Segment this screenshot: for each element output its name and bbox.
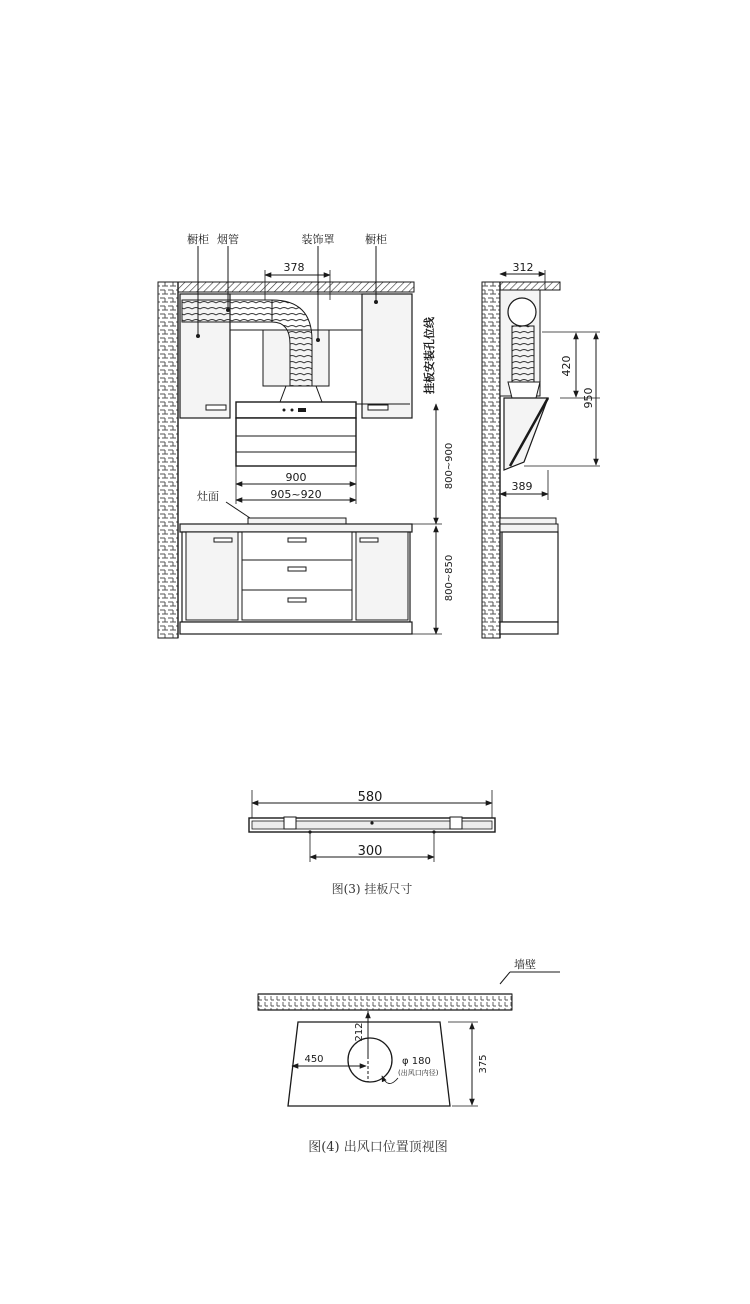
dim-phi-180: φ 180 — [402, 1056, 431, 1067]
dim-950: 950 — [582, 387, 595, 409]
installation-front-view — [158, 232, 455, 638]
mounting-plate-figure — [249, 790, 495, 896]
outlet-top-view-figure — [258, 957, 560, 1155]
dim-800-900: 800~900 — [444, 442, 455, 490]
dim-389: 389 — [511, 480, 533, 493]
dim-375: 375 — [478, 1054, 489, 1074]
dim-212: 212 — [354, 1022, 365, 1042]
range-hood-body — [236, 418, 356, 466]
dim-420: 420 — [560, 355, 573, 377]
caption-figure-3: 图(3) 挂板尺寸 — [331, 882, 413, 896]
air-outlet — [348, 1038, 392, 1082]
label-stove-surface: 灶面 — [197, 490, 219, 503]
dim-312: 312 — [512, 261, 534, 274]
ceiling — [178, 282, 414, 292]
label-pipe: 烟管 — [217, 233, 239, 246]
installation-side-view — [482, 261, 600, 638]
label-cabinet-left: 橱柜 — [187, 233, 209, 246]
wall-left — [158, 282, 178, 638]
range-hood-top — [236, 402, 356, 418]
caption-figure-4: 图(4) 出风口位置顶视图 — [308, 1140, 448, 1155]
dim-300: 300 — [357, 844, 383, 859]
upper-cabinet-right — [362, 294, 412, 418]
label-cabinet-right: 橱柜 — [365, 233, 387, 246]
dim-800-850: 800~850 — [444, 554, 455, 602]
countertop — [180, 524, 412, 532]
wall-top-view — [258, 994, 512, 1010]
wall-side — [482, 282, 500, 638]
plinth — [180, 622, 412, 634]
label-decorative-cover: 装饰罩 — [301, 233, 335, 246]
dim-378: 378 — [283, 261, 305, 274]
dim-905-920: 905~920 — [270, 488, 322, 501]
cooktop — [248, 518, 346, 524]
dim-450: 450 — [304, 1054, 324, 1065]
dim-900: 900 — [285, 471, 307, 484]
label-mount-hole-line: 挂板安装孔位线 — [423, 317, 436, 394]
label-wall: 墙壁 — [514, 958, 536, 971]
dim-580: 580 — [357, 790, 383, 805]
label-outlet-diameter: (出风口内径) — [398, 1069, 439, 1077]
duct-section — [508, 298, 536, 326]
